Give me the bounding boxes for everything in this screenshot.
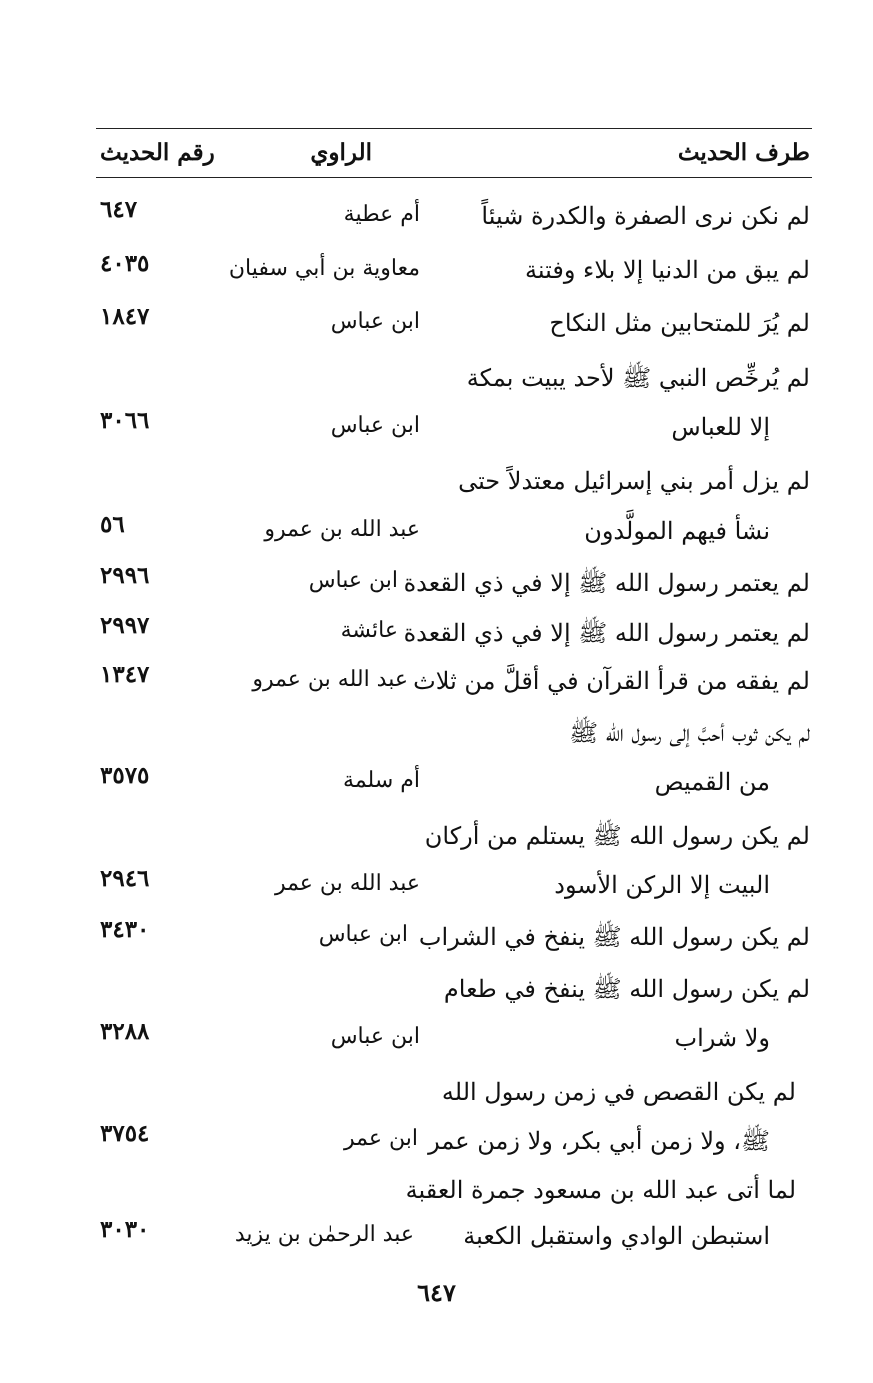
header-narrator-column: الراوي — [310, 139, 372, 166]
hadith-text: ﷺ، ولا زمن أبي بكر، ولا زمن عمر — [428, 1127, 770, 1155]
table-row — [96, 612, 812, 664]
hadith-number: ٣٥٧٥ — [100, 762, 150, 789]
table-row — [96, 916, 812, 968]
narrator-name: ابن عباس — [318, 922, 408, 947]
hadith-text: لم يكن ثوب أحبَّ إلى رسول الله ﷺ — [569, 719, 810, 747]
header-number-column: رقم الحديث — [100, 139, 215, 166]
table-row — [96, 196, 812, 248]
hadith-number: ٣٠٦٦ — [100, 407, 150, 434]
narrator-name: معاوية بن أبي سفيان — [228, 256, 420, 281]
narrator-name: ابن عباس — [330, 413, 420, 438]
hadith-number: ٢٩٤٦ — [100, 865, 150, 892]
table-row — [96, 461, 812, 513]
hadith-text: لم يبق من الدنيا إلا بلاء وفتنة — [525, 256, 810, 284]
hadith-text: ولا شراب — [674, 1024, 770, 1052]
hadith-text: لم يعتمر رسول الله ﷺ إلا في ذي القعدة — [403, 569, 810, 597]
table-row — [96, 661, 812, 713]
hadith-number: ٦٤٧ — [100, 196, 138, 223]
narrator-name: ابن عباس — [330, 1024, 420, 1049]
table-row — [96, 815, 812, 867]
hadith-number: ٢٩٩٧ — [100, 612, 150, 639]
narrator-name: ابن عباس — [330, 309, 420, 334]
narrator-name: عبد الله بن عمرو — [264, 517, 420, 542]
hadith-number: ٤٠٣٥ — [100, 250, 150, 277]
page-number: ٦٤٧ — [417, 1278, 456, 1307]
narrator-name: ابن عباس — [308, 568, 398, 593]
hadith-number: ٣٤٣٠ — [100, 916, 150, 943]
table-row — [96, 511, 812, 563]
narrator-name: أم سلمة — [343, 768, 420, 793]
hadith-text: نشأ فيهم المولَّدون — [584, 517, 770, 545]
table-header — [96, 128, 812, 178]
hadith-text: لم يكن رسول الله ﷺ ينفخ في الشراب — [418, 923, 810, 951]
hadith-text: البيت إلا الركن الأسود — [554, 871, 770, 899]
narrator-name: ابن عمر — [344, 1126, 418, 1151]
table-row — [96, 1120, 812, 1172]
hadith-number: ٢٩٩٦ — [100, 562, 150, 589]
hadith-number: ١٣٤٧ — [100, 661, 150, 688]
table-row — [96, 562, 812, 614]
table-row — [96, 762, 812, 814]
hadith-number: ٣٠٣٠ — [100, 1216, 150, 1243]
hadith-text: لم يُرَ للمتحابين مثل النكاح — [549, 309, 810, 337]
hadith-text: من القميص — [654, 768, 770, 796]
table-row — [96, 1170, 812, 1222]
hadith-text: لما أتى عبد الله بن مسعود جمرة العقبة — [405, 1176, 796, 1204]
narrator-name: أم عطية — [343, 202, 420, 227]
hadith-text: لم يكن رسول الله ﷺ يستلم من أركان — [424, 822, 810, 850]
hadith-number: ٣٢٨٨ — [100, 1018, 150, 1045]
hadith-text: استبطن الوادي واستقبل الكعبة — [463, 1222, 770, 1250]
narrator-name: عبد الله بن عمر — [274, 871, 420, 896]
table-row — [96, 303, 812, 355]
table-row — [96, 250, 812, 302]
table-row — [96, 407, 812, 459]
table-row — [96, 1216, 812, 1268]
table-row — [96, 968, 812, 1020]
narrator-name: عبد الله بن عمرو — [252, 667, 408, 692]
table-row — [96, 1018, 812, 1070]
hadith-text: لم يعتمر رسول الله ﷺ إلا في ذي القعدة — [403, 619, 810, 647]
table-row — [96, 712, 812, 764]
hadith-text: لم يكن القصص في زمن رسول الله — [441, 1078, 796, 1106]
hadith-text: لم يفقه من قرأ القرآن في أقلَّ من ثلاث — [413, 667, 810, 695]
hadith-number: ١٨٤٧ — [100, 303, 150, 330]
hadith-text: لم يزل أمر بني إسرائيل معتدلاً حتى — [458, 467, 810, 495]
table-row — [96, 1072, 812, 1124]
hadith-text: لم يكن رسول الله ﷺ ينفخ في طعام — [443, 975, 810, 1003]
header-hadith-column: طرف الحديث — [677, 139, 810, 166]
narrator-name: عبد الرحمٰن بن يزيد — [234, 1222, 414, 1247]
hadith-text: لم نكن نرى الصفرة والكدرة شيئاً — [481, 202, 810, 230]
hadith-text: إلا للعباس — [671, 413, 770, 441]
narrator-name: عائشة — [340, 618, 398, 643]
table-row — [96, 865, 812, 917]
hadith-number: ٥٦ — [100, 511, 125, 538]
hadith-text: لم يُرخِّص النبي ﷺ لأحد يبيت بمكة — [466, 364, 810, 392]
table-row — [96, 357, 812, 409]
hadith-number: ٣٧٥٤ — [100, 1120, 150, 1147]
